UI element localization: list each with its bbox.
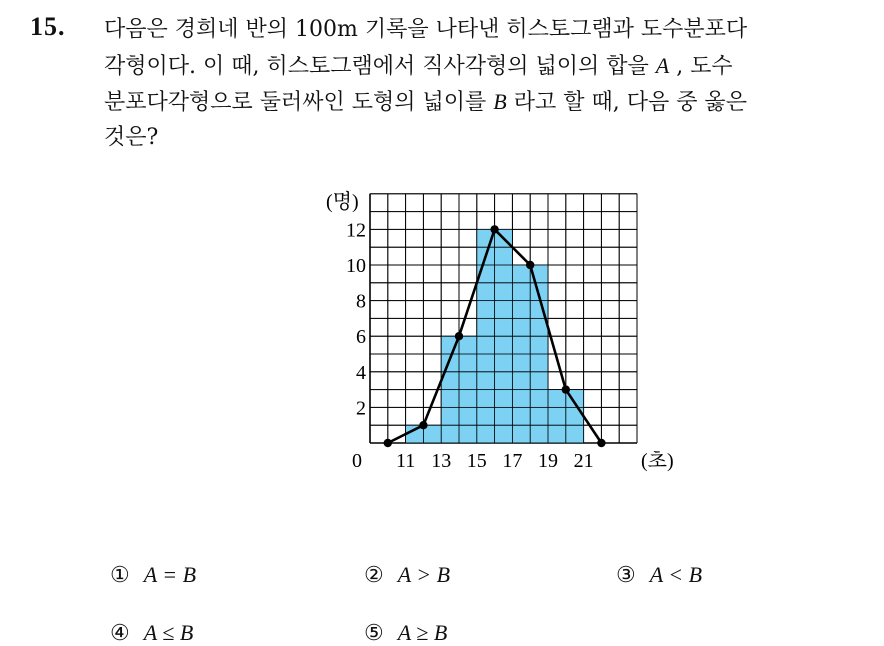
frequency-polygon-point [526,261,534,269]
choice-2[interactable] [364,562,450,588]
question-text-line-1: 다음은 경희네 반의 100m 기록을 나타낸 히스토그램과 도수분포다 [104,17,748,42]
choice-4[interactable] [110,620,193,646]
choice-mark: ③ [616,562,636,587]
frequency-polygon-point [597,439,605,447]
choice-expression: A > B [397,562,451,587]
question-text-line-2 [104,48,864,85]
frequency-polygon-point [562,385,570,393]
x-tick-label: 19 [538,450,558,472]
y-axis-label: (명) [326,190,359,213]
question-text: , 도수 [669,54,733,79]
y-tick-label: 8 [356,290,366,313]
x-tick-label: 21 [573,450,594,472]
histogram-chart [320,188,674,478]
x-tick-label: 15 [466,450,487,472]
choice-mark: ⑤ [364,620,384,645]
choice-3[interactable] [616,562,702,588]
choice-expression: A = B [143,562,197,587]
frequency-polygon-point [490,225,498,233]
choice-expression: A ≥ B [397,620,448,645]
choice-1[interactable] [110,562,196,588]
variable-a: A [655,53,670,78]
y-tick-label: 12 [346,219,366,242]
y-tick-label: 10 [346,255,366,277]
choice-expression: A ≤ B [143,620,194,645]
origin-label: 0 [352,450,362,472]
choice-mark: ② [364,562,384,587]
y-tick-label: 2 [356,397,366,420]
choice-expression: A < B [649,562,703,587]
x-tick-label: 13 [431,450,452,472]
x-axis-label: (초) [641,450,674,472]
histogram-figure [320,188,674,478]
question-text-line-3 [104,84,864,121]
choice-mark: ④ [110,620,130,645]
question-text-line-4: 것은? [104,125,159,150]
y-tick-label: 4 [356,361,366,384]
frequency-polygon-point [419,421,427,429]
question-text: 라고 할 때, 다음 중 옳은 [506,90,747,115]
question-text: 각형이다. 이 때, 히스토그램에서 직사각형의 넓이의 합을 [104,54,656,79]
choice-5[interactable] [364,620,447,646]
x-tick-label: 17 [502,450,523,472]
frequency-polygon-point [384,439,392,447]
question-text: 분포다각형으로 둘러싸인 도형의 넓이를 [104,90,494,115]
variable-b: B [493,89,507,114]
y-tick-label: 6 [356,326,366,349]
choice-mark: ① [110,562,130,587]
frequency-polygon-point [455,332,463,340]
question-number: 15. [30,12,66,41]
x-tick-label: 11 [395,450,416,472]
